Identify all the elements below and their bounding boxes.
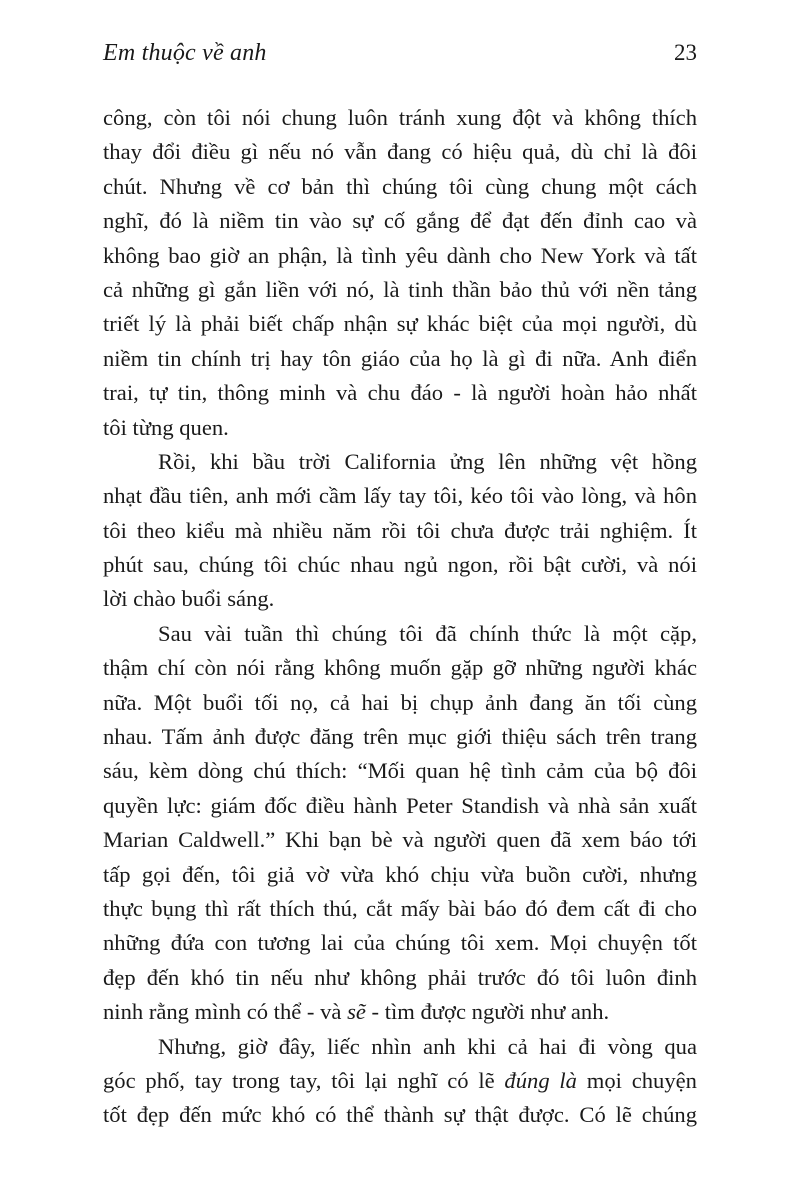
text-line: chút. Nhưng về cơ bản thì chúng tôi cùng chung một cách <box>103 173 697 199</box>
paragraph-3 <box>103 617 697 1030</box>
running-title: Em thuộc về anh <box>103 40 267 66</box>
text-line: không bao giờ an phận, là tình yêu dành cho New York và tất <box>103 242 697 268</box>
text-line: đẹp đến khó tin nếu như không phải trước đó tôi luôn đinh <box>103 964 697 990</box>
text-line: nghĩ, đó là niềm tin vào sự cố gắng để đạt đến đỉnh cao và <box>103 208 697 234</box>
paragraph-4 <box>103 1030 697 1133</box>
text-line: sáu, kèm dòng chú thích: “Mối quan hệ tình cảm của bộ đôi <box>103 758 697 784</box>
text-line: tốt đẹp đến mức khó có thể thành sự thật được. Có lẽ chúng <box>103 1102 697 1128</box>
text-line: thay đổi điều gì nếu nó vẫn đang có hiệu quả, dù chỉ là đôi <box>103 139 697 165</box>
text-line: nữa. Một buổi tối nọ, cả hai bị chụp ảnh đang ăn tối cùng <box>103 689 697 715</box>
text-line: nhau. Tấm ảnh được đăng trên mục giới thiệu sách trên trang <box>103 724 697 750</box>
text-line: cả những gì gắn liền với nó, là tinh thần bảo thủ với nền tảng <box>103 276 697 302</box>
running-header <box>103 40 697 76</box>
text-line: Marian Caldwell.” Khi bạn bè và người quen đã xem báo tới <box>103 827 697 853</box>
text-line: lời chào buổi sáng. <box>103 586 275 612</box>
body-text <box>103 101 697 1133</box>
text-line: tấp gọi đến, tôi giả vờ vừa khó chịu vừa buồn cười, nhưng <box>103 861 697 887</box>
text-line: nhạt đầu tiên, anh mới cầm lấy tay tôi, kéo tôi vào lòng, và hôn <box>103 483 697 509</box>
text-line: ninh rằng mình có thể - và sẽ - tìm được người như anh. <box>103 999 610 1025</box>
paragraph-2 <box>103 445 697 617</box>
paragraph-1 <box>103 101 697 445</box>
text-line: Rồi, khi bầu trời California ửng lên những vệt hồng <box>158 448 697 474</box>
page-number: 23 <box>674 40 697 65</box>
text-line: tôi từng quen. <box>103 414 229 440</box>
text-line: niềm tin chính trị hay tôn giáo của họ là gì đi nữa. Anh điển <box>103 345 697 371</box>
text-line: Sau vài tuần thì chúng tôi đã chính thức là một cặp, <box>158 620 697 646</box>
text-line: công, còn tôi nói chung luôn tránh xung đột và không thích <box>103 105 697 130</box>
text-line: phút sau, chúng tôi chúc nhau ngủ ngon, rồi bật cười, và nói <box>103 552 697 578</box>
text-line: tôi theo kiểu mà nhiều năm rồi tôi chưa được trải nghiệm. Ít <box>103 517 697 543</box>
text-line: Nhưng, giờ đây, liếc nhìn anh khi cả hai đi vòng qua <box>158 1033 697 1059</box>
text-line: quyền lực: giám đốc điều hành Peter Standish và nhà sản xuất <box>103 792 697 818</box>
text-line: trai, tự tin, thông minh và chu đáo - là người hoàn hảo nhất <box>103 380 697 406</box>
text-line: góc phố, tay trong tay, tôi lại nghĩ có lẽ đúng là mọi chuyện <box>103 1067 697 1093</box>
text-line: những đứa con tương lai của chúng tôi xem. Mọi chuyện tốt <box>103 930 697 956</box>
text-line: triết lý là phải biết chấp nhận sự khác biệt của mọi người, dù <box>103 311 697 337</box>
text-line: thậm chí còn nói rằng không muốn gặp gỡ những người khác <box>103 655 697 681</box>
text-line: thực bụng thì rất thích thú, cắt mấy bài báo đó đem cất đi cho <box>103 895 697 921</box>
